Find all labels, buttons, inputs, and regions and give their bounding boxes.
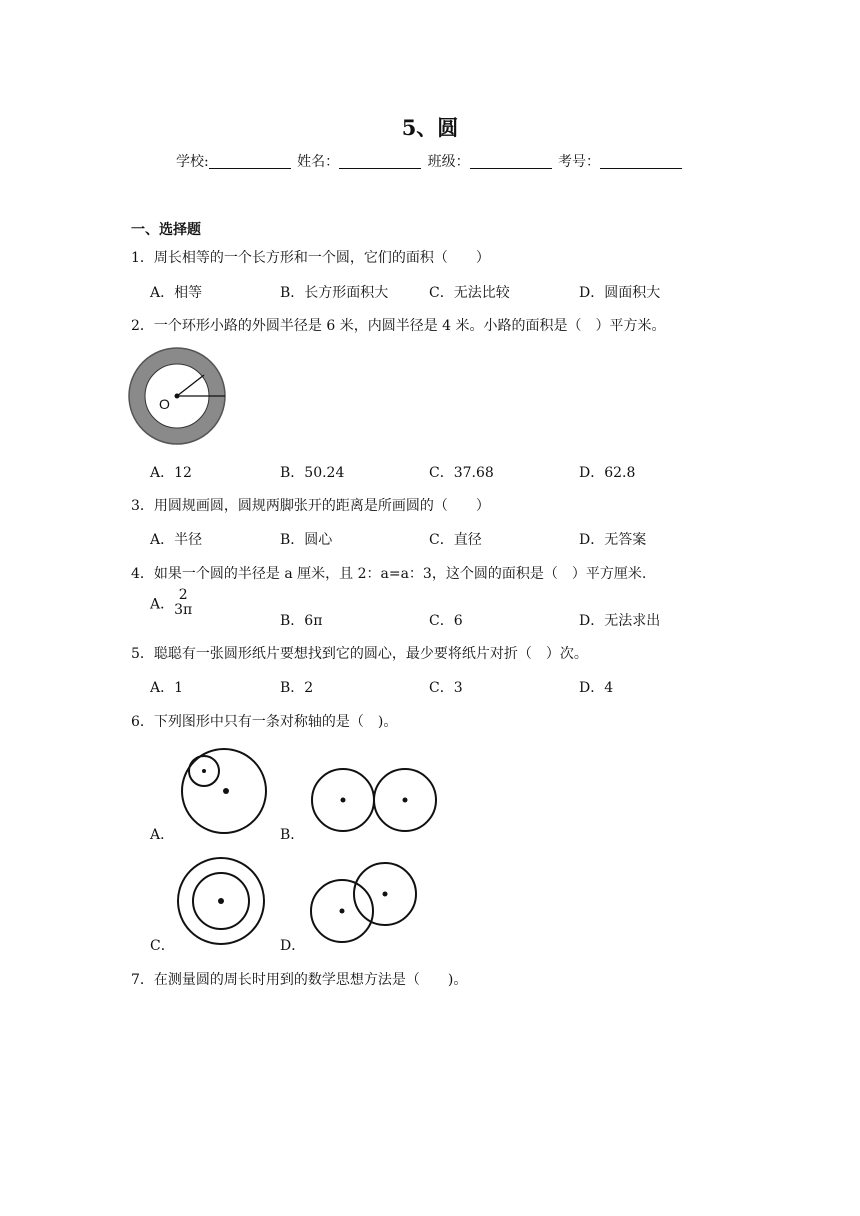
student-info-line — [0, 151, 860, 171]
lower-left-center-dot — [340, 909, 345, 914]
q4-option-a-prefix: A． — [150, 596, 175, 613]
class-label: 班级： — [427, 154, 470, 170]
name-label: 姓名： — [297, 154, 340, 170]
number-blank — [600, 154, 682, 169]
q4-option-b: B．6π — [280, 613, 323, 629]
q3-option-d: D．无答案 — [579, 532, 647, 548]
small-center-dot — [202, 769, 206, 773]
question-4-stem: 4．如果一个圆的半径是 a 厘米，且 2：a=a：3，这个圆的面积是（ ）平方厘米. — [131, 566, 647, 582]
q6-option-b: B． — [280, 827, 305, 843]
figure-c — [176, 856, 268, 946]
q1-option-d: D．圆面积大 — [579, 285, 661, 301]
left-center-dot — [341, 798, 346, 803]
q3-option-a: A．半径 — [150, 532, 203, 548]
large-center-dot — [223, 788, 229, 794]
q3-option-c: C．直径 — [429, 532, 482, 548]
number-label: 考号： — [558, 154, 601, 170]
section-heading: 一、选择题 — [131, 222, 201, 238]
q1-option-c: C．无法比较 — [429, 285, 510, 301]
q2-option-c: C．37.68 — [429, 465, 494, 481]
question-6-stem: 6．下列图形中只有一条对称轴的是（ )。 — [131, 714, 398, 730]
center-label: O — [159, 396, 170, 412]
q3-option-b: B．圆心 — [280, 532, 333, 548]
question-7-stem: 7．在测量圆的周长时用到的数学思想方法是（ )。 — [131, 972, 468, 988]
fraction — [174, 588, 192, 617]
annulus-figure — [127, 347, 231, 445]
fraction-denominator: 3π — [174, 601, 193, 618]
q6-option-a: A． — [150, 827, 175, 843]
q2-option-a: A．12 — [150, 465, 192, 481]
q5-option-a: A．1 — [150, 680, 184, 696]
q1-option-a: A．相等 — [150, 285, 203, 301]
question-5-stem: 5．聪聪有一张圆形纸片要想找到它的圆心，最少要将纸片对折（ ）次。 — [131, 646, 588, 662]
upper-right-center-dot — [383, 892, 388, 897]
figure-b — [310, 768, 440, 834]
figure-d — [308, 860, 420, 946]
q1-option-b: B．长方形面积大 — [280, 285, 389, 301]
class-blank — [470, 154, 552, 169]
fraction-numerator: 2 — [178, 587, 188, 603]
figure-a — [178, 746, 270, 836]
q5-option-c: C．3 — [429, 680, 463, 696]
q5-option-d: D．4 — [579, 680, 614, 696]
q4-option-c: C．6 — [429, 613, 463, 629]
center-dot — [218, 898, 224, 904]
right-center-dot — [403, 798, 408, 803]
school-label: 学校: — [175, 154, 209, 170]
question-2-stem: 2．一个环形小路的外圆半径是 6 米，内圆半径是 4 米。小路的面积是（ ）平方米。 — [131, 318, 666, 334]
q4-option-a — [150, 587, 193, 619]
school-blank — [209, 154, 291, 169]
q5-option-b: B．2 — [280, 680, 314, 696]
q4-option-d: D．无法求出 — [579, 613, 661, 629]
q6-option-c: C． — [150, 938, 175, 954]
page-title: 5、圆 — [401, 115, 459, 140]
q2-option-d: D．62.8 — [579, 465, 636, 481]
name-blank — [339, 154, 421, 169]
question-1-stem: 1．周长相等的一个长方形和一个圆，它们的面积（ ） — [131, 250, 490, 266]
q6-option-d: D． — [280, 938, 306, 954]
center-dot — [175, 394, 180, 399]
question-3-stem: 3．用圆规画圆，圆规两脚张开的距离是所画圆的（ ） — [131, 498, 490, 514]
q2-option-b: B．50.24 — [280, 465, 345, 481]
